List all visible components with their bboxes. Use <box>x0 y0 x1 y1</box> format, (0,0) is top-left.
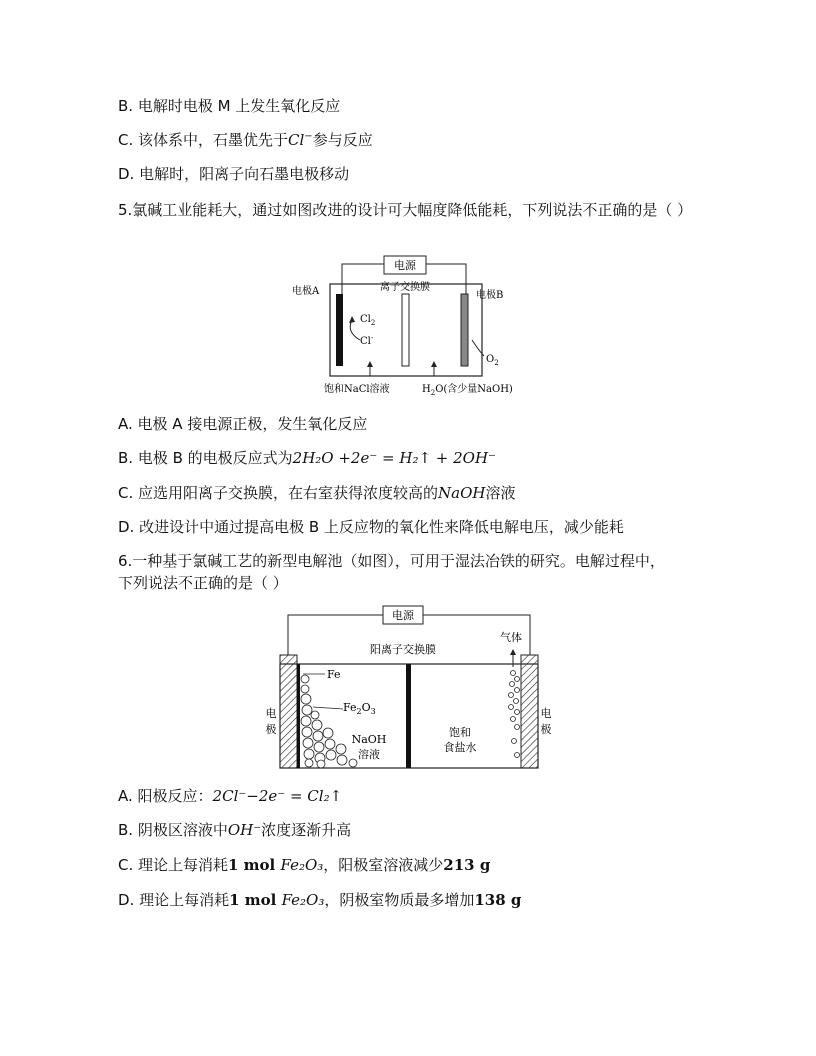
q5-electrolysis-diagram <box>290 252 530 400</box>
q5-electrode-a-label: 电极A <box>292 286 320 297</box>
q5-cl2-label: $Cl_2$ <box>360 314 376 327</box>
q6-electrode-left-label-2: 极 <box>265 723 277 736</box>
q6-stem-line-1: 6.一种基于氯碱工艺的新型电解池（如图），可用于湿法冶铁的研究。电解过程中， <box>118 552 665 570</box>
q5-option-a: A. 电极 A 接电源正极，发生氧化反应 <box>118 415 368 433</box>
q5-power-label: 电源 <box>394 259 416 272</box>
q6-stem-line-2: 下列说法不正确的是（ ） <box>118 574 288 592</box>
q6-left-solution-label-2: 溶液 <box>358 748 380 761</box>
q5-inlet-right-head <box>431 361 437 367</box>
q6-left-solution-label-1: NaOH <box>351 733 387 746</box>
q6-right-solution-label-2: 食盐水 <box>443 741 477 754</box>
q5-cl-minus-label: Cl- <box>360 334 374 347</box>
q5-stem: 5.氯碱工业能耗大，通过如图改进的设计可大幅度降低能耗，下列说法不正确的是（ ） <box>118 201 693 219</box>
q6-electrode-right-label-2: 极 <box>540 723 552 736</box>
q4-option-b: B. 电解时电极 M 上发生氧化反应 <box>118 97 341 115</box>
q5-electrode-a <box>336 294 343 366</box>
q6-gas-label: 气体 <box>500 631 522 644</box>
q6-electrode-right <box>521 655 538 768</box>
q6-option-d: D. 理论上每消耗1 mol Fe₂O₃，阴极室物质最多增加138 g <box>118 891 522 909</box>
q5-membrane-label: 离子交换膜 <box>380 282 430 293</box>
q6-gas-bubbles <box>509 671 520 758</box>
q6-fe2o3-pointer <box>313 707 343 709</box>
q6-membrane-label: 阳离子交换膜 <box>370 643 436 656</box>
q5-o2-label: $O_2$ <box>486 354 499 367</box>
q6-option-c: C. 理论上每消耗1 mol Fe₂O₃，阳极室溶液减少213 g <box>118 856 491 874</box>
q5-electrode-b <box>461 294 468 366</box>
q6-power-label: 电源 <box>392 609 414 622</box>
q6-wire-left <box>288 615 383 655</box>
q5-cl-arrowhead <box>349 316 355 323</box>
q5-option-c: C. 应选用阳离子交换膜，在右室获得浓度较高的NaOH溶液 <box>118 484 516 502</box>
q5-inlet-left-head <box>367 361 373 367</box>
q4-option-c: C. 该体系中，石墨优先于Cl−参与反应 <box>118 131 373 149</box>
q5-membrane <box>402 294 409 366</box>
q4-option-d: D. 电解时，阳离子向石墨电极移动 <box>118 165 350 183</box>
q6-electrolysis-diagram <box>255 603 555 775</box>
q6-right-solution-label-1: 饱和 <box>449 726 471 739</box>
q6-electrode-right-label-1: 电 <box>540 707 552 720</box>
q6-fe-label: Fe <box>327 668 341 681</box>
q6-option-b: B. 阴极区溶液中OH⁻浓度逐渐升高 <box>118 821 352 839</box>
q6-fe2o3-label: $Fe_2O_3$ <box>343 701 376 716</box>
q6-electrode-left <box>280 655 297 768</box>
q5-option-b: B. 电极 B 的电极反应式为2H₂O +2e⁻ = H₂↑ + 2OH⁻ <box>118 449 496 467</box>
q6-fe-layer <box>297 664 300 768</box>
q5-wire-left <box>342 264 384 294</box>
q6-fe2o3-particles <box>301 675 357 768</box>
q6-membrane <box>406 664 411 768</box>
q6-option-a: A. 阳极反应：2Cl⁻−2e⁻ = Cl₂↑ <box>118 787 343 805</box>
q5-electrode-b-label: 电极B <box>476 290 504 301</box>
q5-right-solution-label: $H_2O$(含少量NaOH) <box>422 384 513 397</box>
q6-electrode-left-label-1: 电 <box>265 707 277 720</box>
q5-wire-right <box>426 264 466 294</box>
q5-cl-arrow <box>350 320 360 340</box>
q6-gas-arrowhead <box>510 649 516 655</box>
q5-left-solution-label: 饱和NaCl溶液 <box>324 384 390 395</box>
q5-option-d: D. 改进设计中通过提高电极 B 上反应物的氧化性来降低电解电压，减少能耗 <box>118 518 624 536</box>
